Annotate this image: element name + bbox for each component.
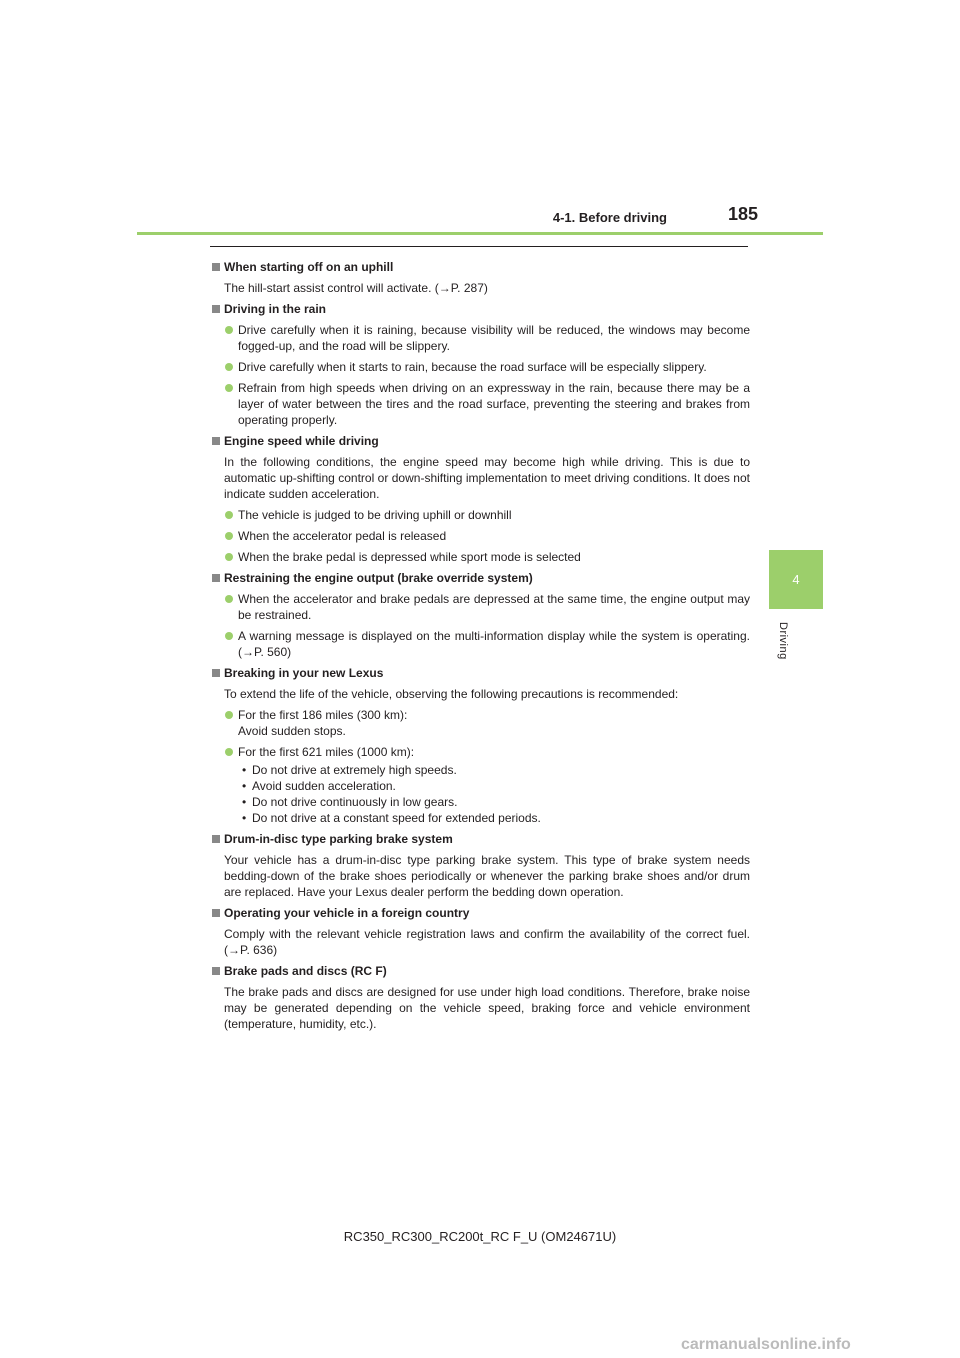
bullet-item: Drive carefully when it starts to rain, because the road surface will be especially slippery. — [210, 359, 750, 375]
section-title: 4-1. Before driving — [552, 210, 667, 225]
heading-square-icon — [212, 835, 220, 843]
section-heading: Operating your vehicle in a foreign country — [210, 905, 750, 921]
footer-model-code: RC350_RC300_RC200t_RC F_U (OM24671U) — [343, 1229, 617, 1244]
section-paragraph: In the following conditions, the engine speed may become high while driving. This is due to automatic up-shifting control or down-shifting implementation to meet driving conditions. It does not indicate sudden acceleration. — [224, 455, 750, 501]
bullet-dot-icon — [225, 326, 233, 334]
bullet-dot-icon — [225, 511, 233, 519]
heading-square-icon — [212, 437, 220, 445]
bullet-item: The vehicle is judged to be driving uphill or downhill — [210, 507, 750, 523]
section-paragraph: Comply with the relevant vehicle registration laws and confirm the availability of the correct fuel. (→P. 636) — [224, 927, 750, 957]
chapter-number: 4 — [792, 572, 800, 587]
sub-bullet-icon: • — [242, 763, 247, 777]
heading-square-icon — [212, 305, 220, 313]
section-paragraph: The brake pads and discs are designed for use under high load conditions. Therefore, brake noise may be generated depending on the vehicle speed, braking force and vehicle environment (temperature, humidity, etc.). — [224, 985, 750, 1031]
bullet-item: For the first 186 miles (300 km): Avoid sudden stops. — [210, 707, 750, 739]
bullet-item: A warning message is displayed on the multi-information display while the system is operating. (→P. 560) — [210, 628, 750, 660]
section-heading: Drum-in-disc type parking brake system — [210, 831, 750, 847]
page-number: 185 — [728, 204, 759, 224]
bullet-item: When the accelerator and brake pedals are depressed at the same time, the engine output may be restrained. — [210, 591, 750, 623]
bullet-dot-icon — [225, 553, 233, 561]
sub-list — [210, 762, 750, 826]
section-paragraph: To extend the life of the vehicle, observing the following precautions is recommended: — [224, 687, 679, 701]
section-heading: Restraining the engine output (brake override system) — [210, 570, 750, 586]
sub-list-item: • Do not drive continuously in low gears. — [242, 795, 458, 809]
section-foreign-country — [210, 905, 750, 958]
bullet-item: Refrain from high speeds when driving on an expressway in the rain, because there may be a layer of water between the tires and the road surface, preventing the steering and brakes from operating properly. — [210, 380, 750, 428]
section-heading: Engine speed while driving — [210, 433, 750, 449]
bullet-item: For the first 621 miles (1000 km): — [210, 744, 750, 760]
chapter-label: Driving — [777, 622, 789, 660]
section-brake-override — [210, 570, 750, 660]
page-content — [210, 259, 750, 1037]
bullet-item: Drive carefully when it is raining, because visibility will be reduced, the windows may become fogged-up, and the road will be slippery. — [210, 322, 750, 354]
bullet-dot-icon — [225, 363, 233, 371]
bullet-dot-icon — [225, 532, 233, 540]
bullet-dot-icon — [225, 748, 233, 756]
sub-bullet-icon: • — [242, 795, 247, 809]
heading-square-icon — [212, 909, 220, 917]
section-paragraph: Your vehicle has a drum-in-disc type parking brake system. This type of brake system needs bedding-down of the brake shoes periodically or whenever the parking brake shoes and/or drum are replaced. Have your Lexus dealer perform the bedding down operation. — [224, 853, 750, 899]
bullet-dot-icon — [225, 384, 233, 392]
section-heading: When starting off on an uphill — [210, 259, 750, 275]
section-driving-in-rain — [210, 301, 750, 428]
section-engine-speed — [210, 433, 750, 565]
section-heading: Driving in the rain — [210, 301, 750, 317]
heading-square-icon — [212, 263, 220, 271]
heading-square-icon — [212, 967, 220, 975]
section-heading: Brake pads and discs (RC F) — [210, 963, 750, 979]
heading-square-icon — [212, 574, 220, 582]
sub-bullet-icon: • — [242, 811, 247, 825]
sub-list-item: • Do not drive at extremely high speeds. — [242, 763, 457, 777]
section-uphill-start — [210, 259, 750, 296]
header-rule — [137, 232, 823, 235]
bullet-dot-icon — [225, 595, 233, 603]
bullet-item: When the brake pedal is depressed while sport mode is selected — [210, 549, 750, 565]
sub-list-item: • Avoid sudden acceleration. — [242, 779, 396, 793]
chapter-tab[interactable] — [769, 550, 823, 609]
watermark: carmanualsonline.info — [681, 1336, 851, 1353]
sub-bullet-icon: • — [242, 779, 247, 793]
bullet-dot-icon — [225, 632, 233, 640]
section-paragraph: The hill-start assist control will activate. (→P. 287) — [224, 281, 488, 295]
bullet-dot-icon — [225, 711, 233, 719]
sub-list-item: • Do not drive at a constant speed for extended periods. — [242, 811, 541, 825]
section-parking-brake — [210, 831, 750, 900]
content-rule — [210, 246, 748, 247]
section-breaking-in — [210, 665, 750, 826]
section-brake-pads — [210, 963, 750, 1032]
bullet-item: When the accelerator pedal is released — [210, 528, 750, 544]
heading-square-icon — [212, 669, 220, 677]
section-heading: Breaking in your new Lexus — [210, 665, 750, 681]
bullet-subtext: Avoid sudden stops. — [238, 724, 346, 738]
